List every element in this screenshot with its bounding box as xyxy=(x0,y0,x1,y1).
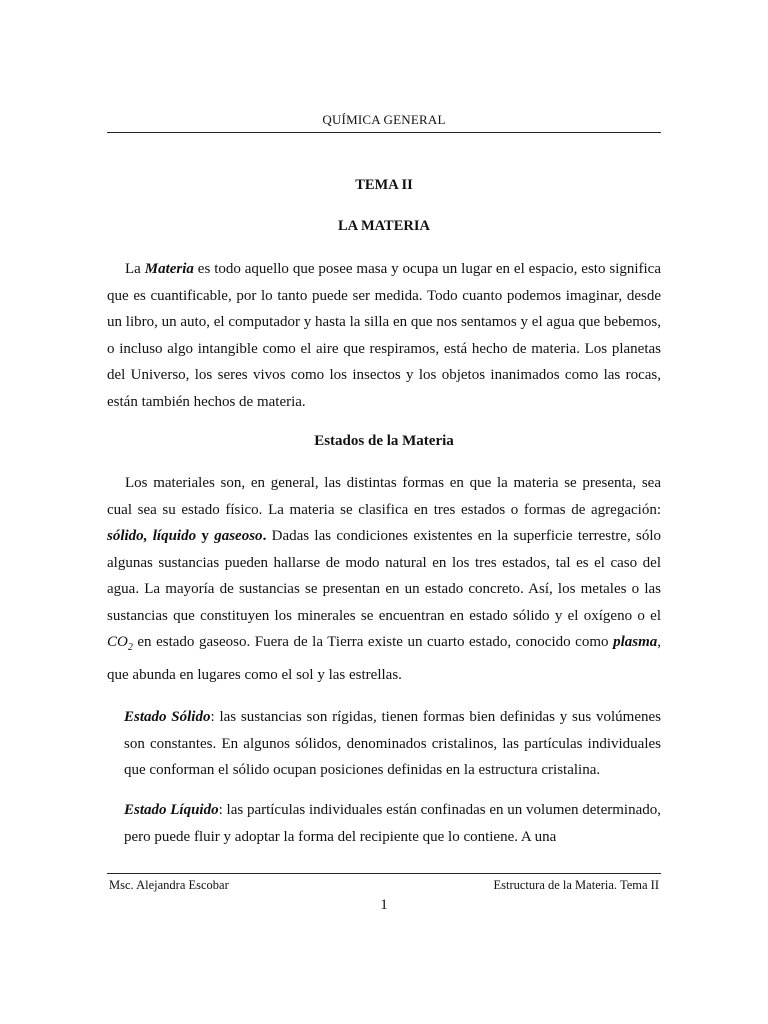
separator-2: y xyxy=(196,528,215,544)
co2-formula xyxy=(107,634,133,653)
running-header: QUÍMICA GENERAL xyxy=(322,112,446,127)
term-materia: Materia xyxy=(144,261,194,277)
term-solido: sólido xyxy=(107,528,144,544)
solid-state-text: : las sustancias son rígidas, tienen formas bien definidas y sus volúmenes son constantes. En algunos sólidos, denominados cristalinos, las partículas individuales que conforman el sólido ocupan posiciones definidas en la estructura cristalina. xyxy=(124,709,662,778)
term-gaseoso: gaseoso xyxy=(214,528,263,544)
footer-author: Msc. Alejandra Escobar xyxy=(109,878,229,892)
states-text-c: en estado gaseoso. Fuera de la Tierra existe un cuarto estado, conocido como xyxy=(132,634,614,650)
co2-subscript: 2 xyxy=(127,642,133,653)
intro-text: es todo aquello que posee masa y ocupa un lugar en el espacio, esto significa que es cuantificable, por lo tanto puede ser medida. Todo cuanto podemos imaginar, desde un libro, un auto, el computador y hasta la silla en que nos sentamos y el agua que bebemos, o incluso algo intangible como el aire que respiramos, está hecho de materia. Los planetas del Universo, los seres vivos como los insectos y los objetos inanimados como las rocas, están también hechos de materia. xyxy=(107,261,662,410)
term-estado-solido: Estado Sólido xyxy=(124,709,211,725)
term-plasma: plasma xyxy=(613,634,658,650)
states-text-b: Dadas las condiciones existentes en la superficie terrestre, sólo algunas sustancias pueden hallarse de modo natural en los tres estados, tal es el caso del agua. La mayoría de sustancias se presentan en un estado concreto. Así, los metales o las sustancias que constituyen los minerales se encuentran en estado sólido y el oxígeno o el xyxy=(107,528,662,624)
header-divider xyxy=(107,132,661,133)
footer-divider xyxy=(107,873,661,874)
states-text-d: , que abunda en lugares como el sol y las estrellas. xyxy=(107,634,661,683)
page-number: 1 xyxy=(380,897,388,913)
liquid-state-text: : las partículas individuales están confinadas en un volumen determinado, pero puede fluir y adoptar la forma del recipiente que lo contiene. A una xyxy=(124,802,661,845)
states-paragraph xyxy=(107,470,661,688)
solid-state-paragraph xyxy=(124,704,661,784)
states-text-a: Los materiales son, en general, las distintas formas en que la materia se presenta, sea cual sea su estado físico. La materia se clasifica en tres estados o formas de agregación: xyxy=(107,475,661,518)
intro-paragraph xyxy=(107,256,661,415)
liquid-state-paragraph xyxy=(124,797,661,850)
separator-3: . xyxy=(262,528,267,544)
term-estado-liquido: Estado Líquido xyxy=(124,802,219,818)
term-liquido: líquido xyxy=(152,528,197,544)
separator-1: , xyxy=(143,528,153,544)
intro-lead: La xyxy=(125,261,145,277)
chapter-label: TEMA II xyxy=(355,177,413,193)
chapter-title: LA MATERIA xyxy=(338,218,430,234)
co2-base: CO xyxy=(107,634,128,650)
footer-document-title: Estructura de la Materia. Tema II xyxy=(493,878,659,892)
section-title: Estados de la Materia xyxy=(314,433,454,449)
